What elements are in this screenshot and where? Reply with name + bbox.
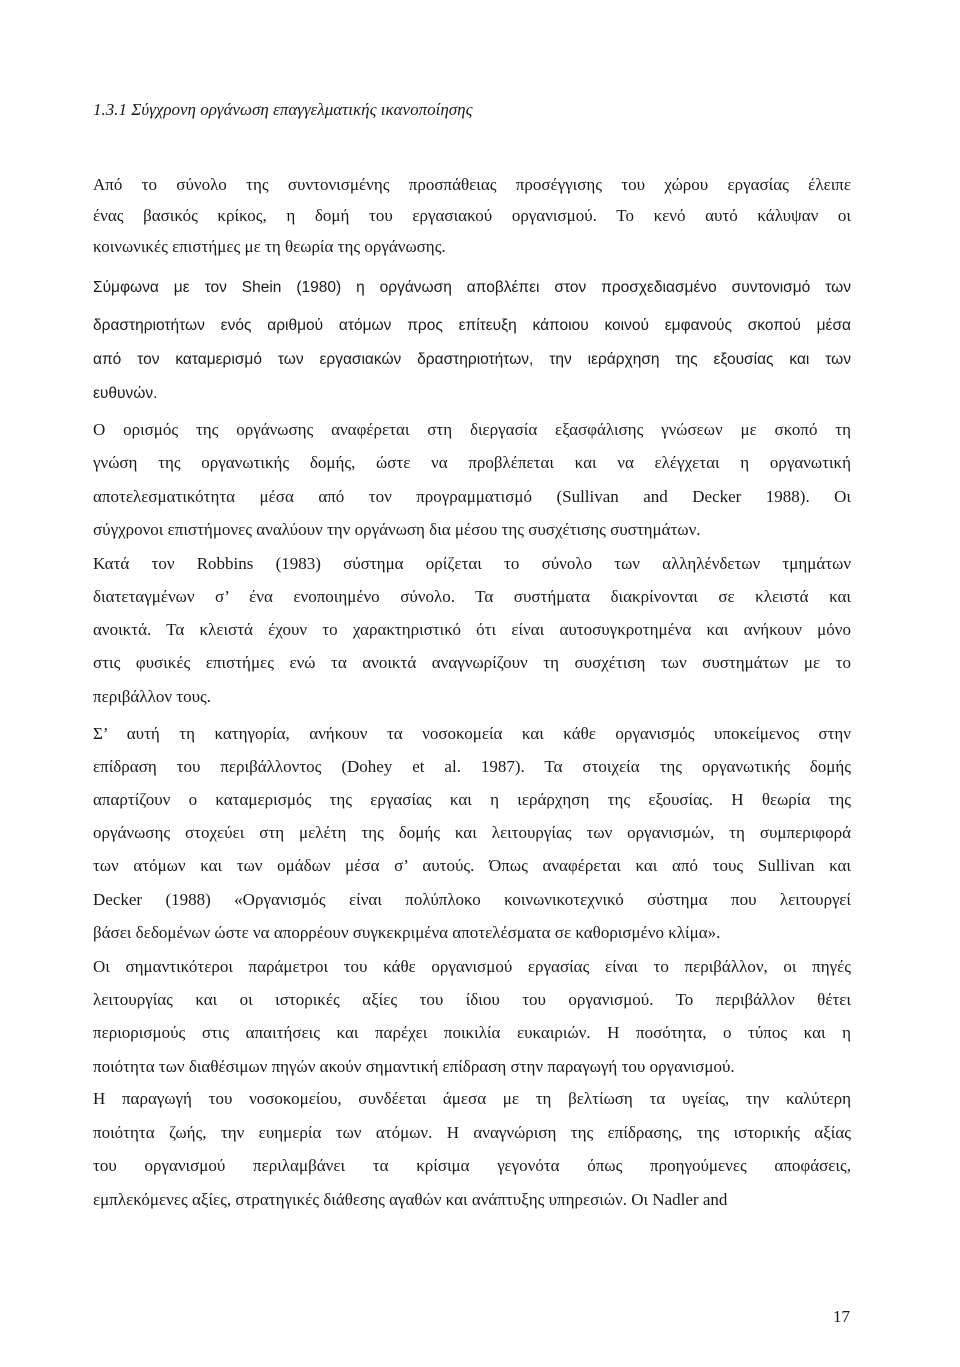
text-line: Κατά τον Robbins (1983) σύστημα ορίζεται το σύνολο των αλληλένδετων τμημάτων xyxy=(93,554,851,573)
page-number: 17 xyxy=(833,1307,850,1326)
text-line: ποιότητα των διαθέσιμων πηγών ακούν σημαντική επίδραση στην παραγωγή του οργανισμού. xyxy=(93,1057,735,1076)
text-line: των ατόμων και των ομάδων μέσα σ’ αυτούς. Όπως αναφέρεται και από τους Sullivan και xyxy=(93,856,851,875)
text-line: κοινωνικές επιστήμες με τη θεωρία της οργάνωσης. xyxy=(93,237,446,256)
text-line: βάσει δεδομένων ώστε να απορρέουν συγκεκριμένα αποτελέσματα σε καθορισμένο κλίμα». xyxy=(93,923,721,942)
text-line: σύγχρονοι επιστήμονες αναλύουν την οργάνωση δια μέσου της συσχέτισης συστημάτων. xyxy=(93,520,701,539)
text-line: εμπλεκόμενες αξίες, στρατηγικές διάθεσης αγαθών και ανάπτυξης υπηρεσιών. Οι Nadler and xyxy=(93,1190,728,1209)
text-line: περιορισμούς στις απαιτήσεις και παρέχει ποικιλία ευκαιριών. Η ποσότητα, ο τύπος και η xyxy=(93,1023,851,1042)
text-line: διατεταγμένων σ’ ένα ενοποιημένο σύνολο. Τα συστήματα διακρίνονται σε κλειστά και xyxy=(93,587,851,606)
text-line: Σύμφωνα με τον Shein (1980) η οργάνωση αποβλέπει στον προσχεδιασμένο συντονισμό των xyxy=(93,279,851,296)
text-line: περιβάλλον τους. xyxy=(93,687,211,706)
text-line: στις φυσικές επιστήμες ενώ τα ανοικτά αναγνωρίζουν τη συσχέτιση των συστημάτων με το xyxy=(93,653,851,672)
text-line: Σ’ αυτή τη κατηγορία, ανήκουν τα νοσοκομεία και κάθε οργανισμός υποκείμενος στην xyxy=(93,724,851,743)
text-line: Οι σημαντικότεροι παράμετροι του κάθε οργανισμού εργασίας είναι το περιβάλλον, οι πηγές xyxy=(93,957,851,976)
text-line: οργάνωσης στοχεύει στη μελέτη της δομής και λειτουργίας των οργανισμών, τη συμπεριφορά xyxy=(93,823,851,842)
text-line: αποτελεσματικότητα μέσα από τον προγραμματισμό (Sullivan and Decker 1988). Οι xyxy=(93,487,851,506)
text-line: δραστηριοτήτων ενός αριθμού ατόμων προς επίτευξη κάποιου κοινού εμφανούς σκοπού μέσα xyxy=(93,317,851,334)
text-line: ένας βασικός κρίκος, η δομή του εργασιακού οργανισμού. Το κενό αυτό κάλυψαν οι xyxy=(93,206,851,225)
section-heading: 1.3.1 Σύγχρονη οργάνωση επαγγελματικής ικανοποίησης xyxy=(93,100,473,119)
text-line: ποιότητα ζωής, την ευημερία των ατόμων. Η αναγνώριση της επίδρασης, της ιστορικής αξίας xyxy=(93,1123,851,1142)
text-line: γνώση της οργανωτικής δομής, ώστε να προβλέπεται και να ελέγχεται η οργανωτική xyxy=(93,453,851,472)
text-line: Η παραγωγή του νοσοκομείου, συνδέεται άμεσα με τη βελτίωση τα υγείας, την καλύτερη xyxy=(93,1089,851,1108)
text-line: ευθυνών. xyxy=(93,385,158,402)
text-line: ανοικτά. Τα κλειστά έχουν το χαρακτηριστικό ότι είναι αυτοσυγκροτημένα και ανήκουν μόνο xyxy=(93,620,851,639)
text-line: λειτουργίας και οι ιστορικές αξίες του ίδιου του οργανισμού. Το περιβάλλον θέτει xyxy=(93,990,851,1009)
text-line: απαρτίζουν ο καταμερισμός της εργασίας και η ιεράρχηση της εξουσίας. Η θεωρία της xyxy=(93,790,851,809)
text-line: Από το σύνολο της συντονισμένης προσπάθειας προσέγγισης του χώρου εργασίας έλειπε xyxy=(93,175,851,194)
text-line: του οργανισμού περιλαμβάνει τα κρίσιμα γεγονότα όπως προηγούμενες αποφάσεις, xyxy=(93,1156,851,1175)
text-line: Decker (1988) «Οργανισμός είναι πολύπλοκο κοινωνικοτεχνικό σύστημα που λειτουργεί xyxy=(93,890,851,909)
text-line: Ο ορισμός της οργάνωσης αναφέρεται στη διεργασία εξασφάλισης γνώσεων με σκοπό τη xyxy=(93,420,851,439)
text-line: επίδραση του περιβάλλοντος (Dohey et al. 1987). Τα στοιχεία της οργανωτικής δομής xyxy=(93,757,851,776)
text-line: από τον καταμερισμό των εργασιακών δραστηριοτήτων, την ιεράρχηση της εξουσίας και των xyxy=(93,351,851,368)
